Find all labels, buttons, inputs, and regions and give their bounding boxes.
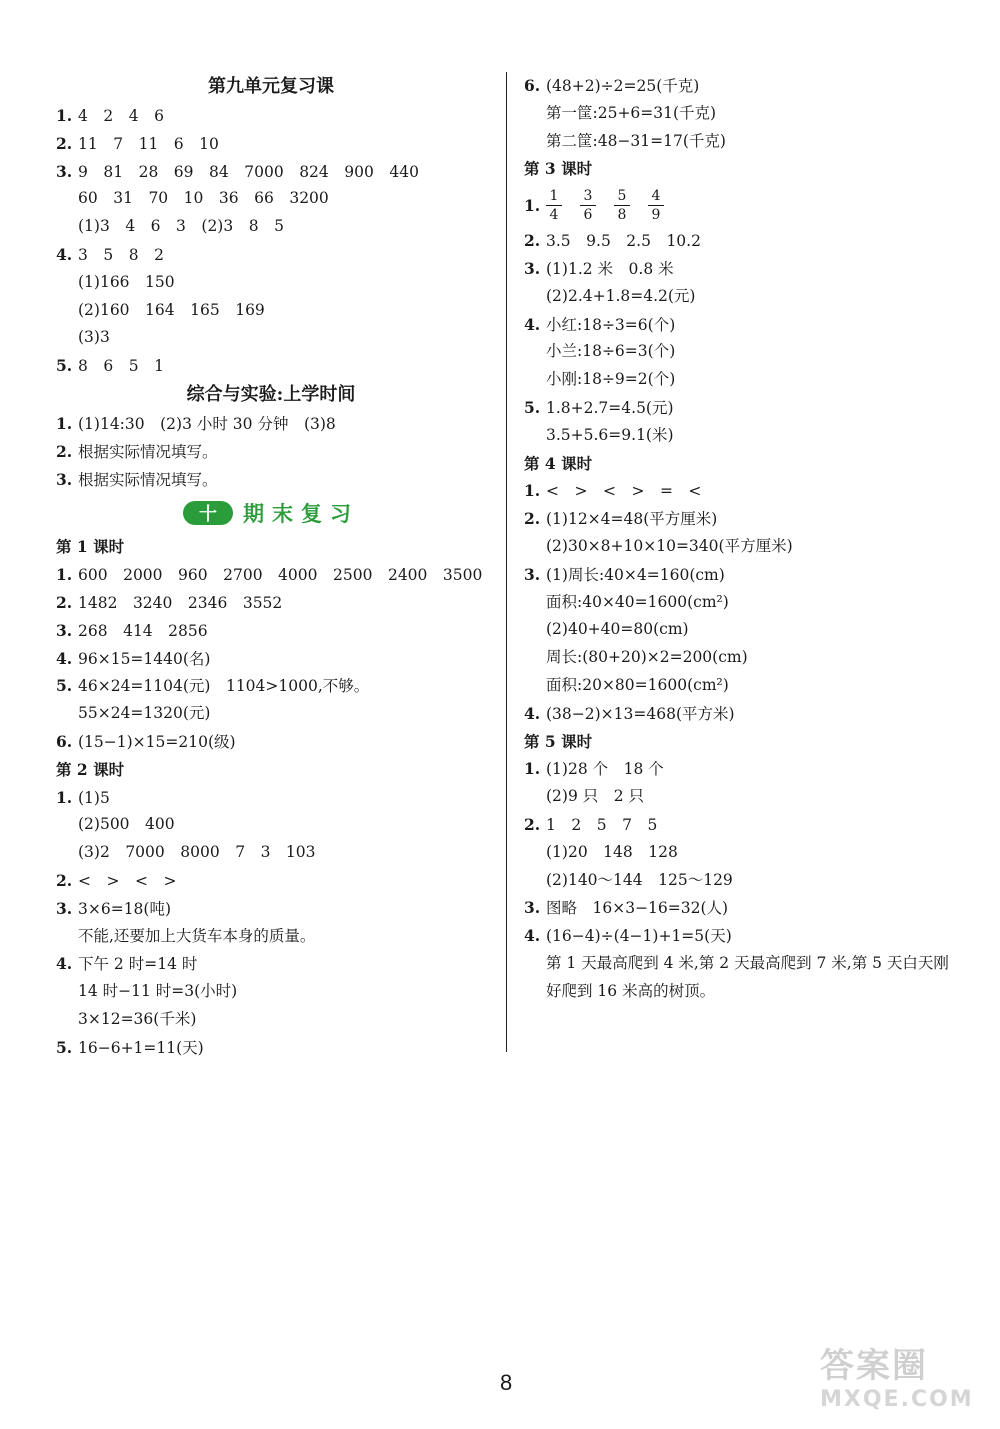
question-number: 2. [524,509,541,529]
answer-line [524,533,974,561]
answer-line [524,366,974,394]
answer-line [524,589,974,617]
question-number: 1. [524,759,541,779]
answer-line [524,477,974,505]
question-number: 4. [56,244,73,264]
column-divider [506,72,507,1052]
fraction [580,188,596,223]
question-number: 1. [524,481,541,501]
answer-text: (2)500 400 [78,815,175,834]
numerator: 3 [583,187,593,204]
lesson-heading: 第 4 课时 [524,453,593,473]
answer-line [524,128,974,156]
chapter-title: 期末复习 [243,501,359,527]
lesson-heading: 第 5 课时 [524,731,593,751]
answer-line [524,616,974,644]
fraction [546,188,562,223]
answer-text: (16−4)÷(4−1)+1=5(天) [546,927,732,946]
answer-line [524,255,974,283]
answer-line [524,422,974,450]
question-number: 4. [56,648,73,668]
fraction [648,188,664,223]
answer-text: (1)166 150 [78,272,175,291]
answer-line [524,227,974,255]
chapter-banner [56,493,486,533]
lesson-heading: 第 2 课时 [56,759,125,779]
answer-line [56,438,486,466]
answer-line [56,352,486,380]
answer-line [56,923,486,951]
answer-text: 图略 16×3−16=32(人) [546,899,729,918]
answer-line [56,700,486,728]
answer-line [56,269,486,297]
answer-text: 不能,还要加上大货车本身的质量。 [78,926,316,945]
answer-line [56,213,486,241]
numerator: 4 [651,187,661,204]
question-number: 3. [56,469,73,489]
answer-text: 46×24=1104(元) 1104>1000,不够。 [78,677,370,696]
answer-line [56,867,486,895]
question-number: 4. [56,954,73,974]
left-column [56,72,486,1062]
answer-text: 55×24=1320(元) [78,704,211,723]
fraction-bar [580,205,596,206]
answer-text: 面积:40×40=1600(cm²) [546,592,729,611]
answer-line [524,561,974,589]
answer-line [524,311,974,339]
question-number: 2. [56,441,73,461]
answer-line [56,950,486,978]
answer-line [524,100,974,128]
question-number: 1. [56,565,73,585]
answer-line [56,617,486,645]
answer-text: 3.5 9.5 2.5 10.2 [546,232,701,251]
answer-line [524,644,974,672]
answer-line [56,1034,486,1062]
answer-text: (48+2)÷2=25(千克) [546,77,700,95]
answer-line [524,811,974,839]
answer-line [56,324,486,352]
answer-line [524,700,974,728]
watermark-logo [820,1338,974,1418]
chapter-badge: 十 [183,501,233,525]
question-number: 5. [524,397,541,417]
answer-line [56,410,486,438]
answer-line [524,672,974,700]
question-number: 2. [524,814,541,834]
question-number: 3. [524,258,541,278]
answer-line [524,922,974,950]
answer-text: 面积:20×80=1600(cm²) [546,675,729,694]
denominator: 9 [651,206,661,223]
answer-line [56,978,486,1006]
answer-line [524,505,974,533]
answer-line [56,297,486,325]
answer-line [524,338,974,366]
numerator: 1 [549,187,559,204]
answer-line [56,895,486,923]
question-number: 2. [56,870,73,890]
answer-text: 下午 2 时=14 时 [78,955,198,974]
question-number: 1. [56,787,73,807]
answer-line [56,466,486,494]
answer-text: 8 6 5 1 [78,357,164,376]
answer-text: 1.8+2.7=4.5(元) [546,398,674,417]
answer-text: (1)14:30 (2)3 小时 30 分钟 (3)8 [78,414,336,433]
answer-line [56,561,486,589]
answer-text: (1)周长:40×4=160(cm) [546,565,725,584]
question-number: 6. [56,731,73,751]
answer-text: 根据实际情况填写。 [78,442,218,461]
answer-text: < > < > = < [546,482,702,501]
watermark-line2: MXQE.COM [820,1387,974,1412]
page-number: 8 [500,1370,513,1395]
answer-line [56,130,486,158]
answer-line [56,784,486,812]
answer-text: 600 2000 960 2700 4000 2500 2400 3500 [78,566,483,585]
answer-text: (2)2.4+1.8=4.2(元) [546,286,696,305]
answer-text: 3×6=18(吨) [78,899,172,918]
question-number: 4. [524,314,541,334]
question-number: 3. [56,620,73,640]
lesson-heading: 第 3 课时 [524,159,593,179]
answer-line [56,241,486,269]
answer-text: 1 2 5 7 5 [546,815,658,834]
answer-text: 第一筐:25+6=31(千克) [546,103,717,122]
answer-text: (38−2)×13=468(平方米) [546,704,735,723]
question-number: 4. [524,703,541,723]
fraction-bar [648,205,664,206]
answer-text: (1)20 148 128 [546,842,678,861]
answer-text: 小兰:18÷6=3(个) [546,342,676,361]
answer-line [524,783,974,811]
question-number: 3. [56,898,73,918]
answer-text: 11 7 11 6 10 [78,134,219,153]
question-number: 3. [56,161,73,181]
answer-text: 14 时−11 时=3(小时) [78,982,238,1001]
question-number: 3. [524,898,541,918]
answer-line [524,867,974,895]
answer-line [56,811,486,839]
answer-text: (2)9 只 2 只 [546,787,645,806]
answer-line [56,102,486,130]
question-number: 2. [56,133,73,153]
question-number: 5. [56,356,73,376]
answer-text: 3.5+5.6=9.1(米) [546,425,674,444]
fraction-answers [524,183,974,227]
answer-line [56,185,486,213]
answer-text: (3)2 7000 8000 7 3 103 [78,843,316,862]
answer-text: (2)40+40=80(cm) [546,620,689,639]
answer-text: 96×15=1440(名) [78,649,211,668]
answer-text: 9 81 28 69 84 7000 824 900 440 [78,162,419,181]
question-number: 1. [524,195,541,215]
answer-text: (1)3 4 6 3 (2)3 8 5 [78,217,284,236]
question-number: 1. [56,106,73,125]
answer-line [56,1006,486,1034]
answer-text: 周长:(80+20)×2=200(cm) [546,648,748,667]
watermark-line1: 答案圈 [820,1346,928,1386]
answer-line [524,394,974,422]
answer-line [56,158,486,186]
answer-text: 60 31 70 10 36 66 3200 [78,189,329,208]
section-title-experiment: 综合与实验:上学时间 [186,383,356,405]
fraction [614,188,630,223]
answer-text: (2)30×8+10×10=340(平方厘米) [546,536,793,555]
fraction-bar [546,205,562,206]
answer-line [56,589,486,617]
answer-text: (2)160 164 165 169 [78,300,265,319]
denominator: 8 [617,206,627,223]
answer-text: 1482 3240 2346 3552 [78,593,283,612]
answer-line [524,72,974,100]
question-number: 1. [56,413,73,433]
section-title-unit9: 第九单元复习课 [208,76,334,97]
answer-text: 3 5 8 2 [78,245,164,264]
answer-text: 小红:18÷3=6(个) [546,315,676,334]
answer-line [524,755,974,783]
answer-text: (15−1)×15=210(级) [78,732,236,751]
answer-text: 小刚:18÷9=2(个) [546,370,676,389]
question-number: 2. [56,592,73,612]
question-number: 2. [524,231,541,251]
answer-text: (1)1.2 米 0.8 米 [546,259,674,278]
answer-text: (1)28 个 18 个 [546,760,664,779]
answer-line [56,672,486,700]
answer-text: 268 414 2856 [78,621,208,640]
answer-text: (2)140～144 125～129 [546,870,733,889]
answer-text: 4 2 4 6 [78,107,164,125]
answer-line [56,645,486,673]
question-number: 6. [524,76,541,95]
answer-line [56,728,486,756]
answer-text: (1)12×4=48(平方厘米) [546,510,718,529]
question-number: 4. [524,926,541,946]
denominator: 4 [549,206,559,223]
right-column [524,72,974,1006]
answer-line [524,283,974,311]
answer-line [524,839,974,867]
answer-text: 16−6+1=11(天) [78,1038,204,1057]
question-number: 5. [56,1037,73,1057]
answer-text: (3)3 [78,328,110,347]
answer-text: 根据实际情况填写。 [78,470,218,489]
answer-line [56,839,486,867]
fraction-bar [614,205,630,206]
question-number: 5. [56,676,73,696]
denominator: 6 [583,206,593,223]
answer-text: < > < > [78,871,177,890]
answer-note: 第 1 天最高爬到 4 米,第 2 天最高爬到 7 米,第 5 天白天刚好爬到 16 米高的树顶。 [546,953,949,1000]
answer-text: (1)5 [78,788,110,807]
numerator: 5 [617,187,627,204]
answer-text: 3×12=36(千米) [78,1009,197,1028]
question-number: 3. [524,564,541,584]
answer-text: 第二筐:48−31=17(千克) [546,131,726,150]
answer-line [524,894,974,922]
lesson-heading: 第 1 课时 [56,537,125,557]
